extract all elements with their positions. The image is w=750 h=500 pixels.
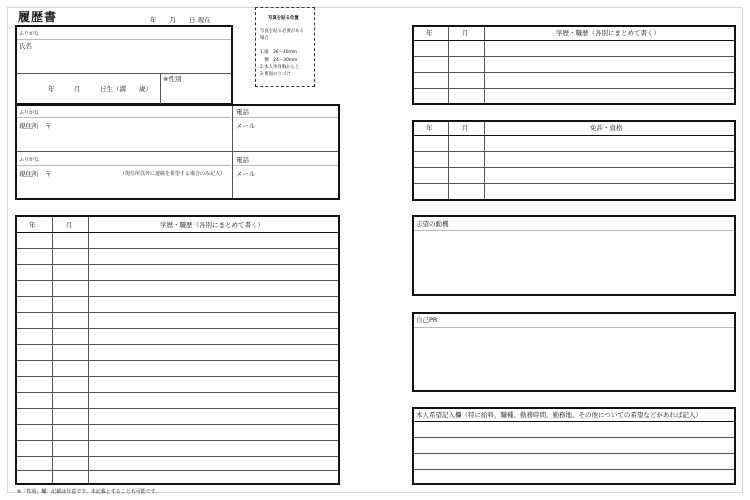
history-table-left — [15, 215, 340, 485]
table-row[interactable] — [414, 56, 734, 57]
personal-info-box — [15, 25, 233, 105]
footnote: ※「性別」欄：記載は任意です。未記載とすることも可能です。 — [17, 489, 161, 495]
table-row[interactable] — [17, 296, 338, 297]
photo-line-1: 写真を貼る必要がある — [260, 29, 304, 34]
contact-address-note: （現住所以外に連絡を希望する場合のみ記入） — [120, 171, 226, 177]
date-line: 年 月 日 現在 — [150, 16, 211, 24]
photo-line-5: 2.本人単身胸から上 — [260, 65, 300, 70]
gender-field[interactable]: ※性別 — [163, 75, 182, 83]
motivation-label: 志望の動機 — [416, 220, 449, 228]
table-row[interactable] — [17, 344, 338, 345]
table-row[interactable] — [414, 437, 734, 438]
history-right-month-header: 月 — [462, 29, 469, 37]
photo-line-3: 1.縦 36〜40mm — [260, 50, 298, 55]
table-row[interactable] — [17, 376, 338, 377]
contact-phone-label[interactable]: 電話 — [236, 156, 249, 164]
contact-furigana-label: ふりがな — [19, 157, 40, 163]
history-table-right — [412, 25, 736, 105]
photo-line-4: 横 24〜30mm — [260, 58, 298, 63]
photo-placeholder — [255, 7, 315, 87]
wishes-label: 本人希望記入欄（特に給料、職種、勤務時間、勤務地、その他についての希望などがあれば記入） — [416, 411, 702, 419]
phone-label[interactable]: 電話 — [236, 108, 249, 116]
name-furigana-label: ふりがな — [19, 31, 40, 37]
contact-email-label[interactable]: メール — [236, 170, 256, 178]
license-month-header: 月 — [462, 124, 469, 132]
history-right-content-header: 学歴・職歴（各別にまとめて書く） — [556, 29, 660, 37]
self-pr-label: 自己PR — [416, 316, 438, 324]
table-row[interactable] — [414, 183, 734, 184]
address-box — [15, 104, 340, 200]
table-row[interactable] — [414, 469, 734, 470]
table-row[interactable] — [17, 470, 338, 471]
table-row[interactable] — [17, 248, 338, 249]
table-row[interactable] — [17, 280, 338, 281]
email-label[interactable]: メール — [236, 122, 256, 130]
self-pr-box[interactable] — [412, 312, 736, 392]
table-row[interactable] — [17, 408, 338, 409]
table-row[interactable] — [414, 453, 734, 454]
table-row[interactable] — [17, 392, 338, 393]
table-row[interactable] — [17, 440, 338, 441]
address-furigana-label: ふりがな — [19, 110, 40, 116]
name-label[interactable]: 氏名 — [19, 42, 32, 50]
photo-heading: 写真を貼る位置 — [268, 16, 299, 21]
history-left-month-header: 月 — [66, 221, 73, 229]
table-row[interactable] — [17, 264, 338, 265]
license-year-header: 年 — [426, 124, 433, 132]
table-row[interactable] — [17, 360, 338, 361]
table-row[interactable] — [17, 328, 338, 329]
photo-line-2: 場合 — [260, 36, 269, 41]
table-row[interactable] — [414, 151, 734, 152]
current-address-field[interactable]: 現住所 〒 — [19, 122, 52, 130]
birthdate-field[interactable]: 年 月 日生（満 歳） — [48, 85, 152, 93]
license-content-header: 免許・資格 — [590, 124, 623, 132]
contact-address-field[interactable]: 現住所 〒 — [19, 170, 52, 178]
document-title: 履歴書 — [18, 10, 58, 24]
table-row[interactable] — [17, 312, 338, 313]
history-left-content-header: 学歴・職歴（各別にまとめて書く） — [160, 221, 264, 229]
motivation-box[interactable] — [412, 215, 736, 296]
license-table — [412, 120, 736, 201]
table-row[interactable] — [414, 167, 734, 168]
table-row[interactable] — [414, 88, 734, 89]
table-row[interactable] — [17, 424, 338, 425]
table-row[interactable] — [17, 456, 338, 457]
history-left-year-header: 年 — [29, 221, 36, 229]
history-right-year-header: 年 — [426, 29, 433, 37]
table-row[interactable] — [414, 72, 734, 73]
photo-line-6: 3.裏面のりづけ — [260, 72, 291, 77]
